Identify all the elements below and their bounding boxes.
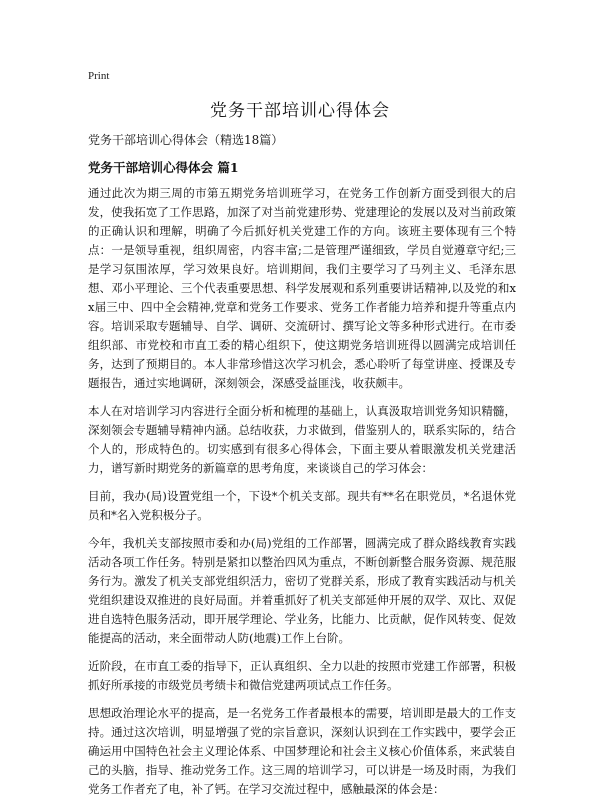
- paragraph: 近阶段，在市直工委的指导下，正认真组织、全力以赴的按照市党建工作部署，积极抓好所承接的市级党员考绩卡和微信党建两项试点工作任务。: [88, 659, 516, 692]
- page-title: 党务干部培训心得体会: [210, 101, 390, 121]
- paragraph: 今年，我机关支部按照市委和办(局)党组的工作部署，圆满完成了群众路线教育实践活动各项工作任务。特别是紧扣以整治四风为重点，不断创新整合服务资源、规范服务行为。激发了机关支部党组织活力，密切了党群关系，形成了教育实践活动与机关党组织建设双推进的良好局面。并着重抓好了机关支部延伸开展的双学、双比、双促进自选特色服务活动，即开展学理论、学业务，比能力、比贡献，促作风转变、促效能提高的活动，来全面带动人防(地震)工作上台阶。: [88, 536, 516, 645]
- print-link[interactable]: Print: [88, 70, 110, 82]
- section-heading: 党务干部培训心得体会 篇1: [88, 160, 239, 175]
- paragraph: 通过此次为期三周的市第五期党务培训班学习，在党务工作创新方面受到很大的启发，使我拓宽了工作思路，加深了对当前党建形势、党建理论的发展以及对当前政策的正确认识和理解，明确了今后抓好机关党建工作的方向。该班主要体现有三个特点：一是领导重视，组织周密，内容丰富;二是管理严谨细致，学员自觉遵章守纪;三是学习氛围浓厚，学习效果良好。培训期间，我们主要学习了马列主义、毛泽东思想、邓小平理论、三个代表重要思想、科学发展观和系列重要讲话精神,以及党的和xx届三中、四中全会精神,党章和党务工作要求、党务工作者能力培养和提升等重点内容。培训采取专题辅导、自学、调研、交流研讨、撰写论文等多种形式进行。在市委组织部、市党校和市直工委的精心组织下，使这期党务培训班得以圆满完成培训任务，达到了预期目的。本人非常珍惜这次学习机会，悉心聆听了每堂讲座、授课及专题报告，通过实地调研，深刻领会，深感受益匪浅，收获颇丰。: [88, 186, 516, 390]
- paragraph: 思想政治理论水平的提高，是一名党务工作者最根本的需要，培训即是最大的工作支持。通过这次培训，明显增强了党的宗旨意识，深刻认识到在工作实践中，要学会正确运用中国特色社会主义理论体系、中国梦理论和社会主义核心价值体系，来武装自己的头脑，指导、推动党务工作。这三周的培训学习，可以讲是一场及时雨，为我们党务工作者充了电，补了钙。在学习交流过程中，感触最深的体会是：: [88, 706, 516, 796]
- paragraph: 目前，我办(局)设置党组一个，下设*个机关支部。现共有**名在职党员，*名退休党员和*名入党积极分子。: [88, 489, 516, 522]
- article-body: [88, 184, 516, 808]
- paragraph: 本人在对培训学习内容进行全面分析和梳理的基础上，认真汲取培训党务知识精髓，深刻领会专题辅导精神内涵。总结收获，力求做到，借鉴别人的，联系实际的，结合个人的，形成特色的。切实感到有很多心得体会，下面主要从着眼激发机关党建活力，谱写新时期党务的新篇章的思考角度，来谈谈自己的学习体会：: [88, 404, 516, 475]
- document-subtitle: 党务干部培训心得体会（精选18篇）: [88, 133, 284, 147]
